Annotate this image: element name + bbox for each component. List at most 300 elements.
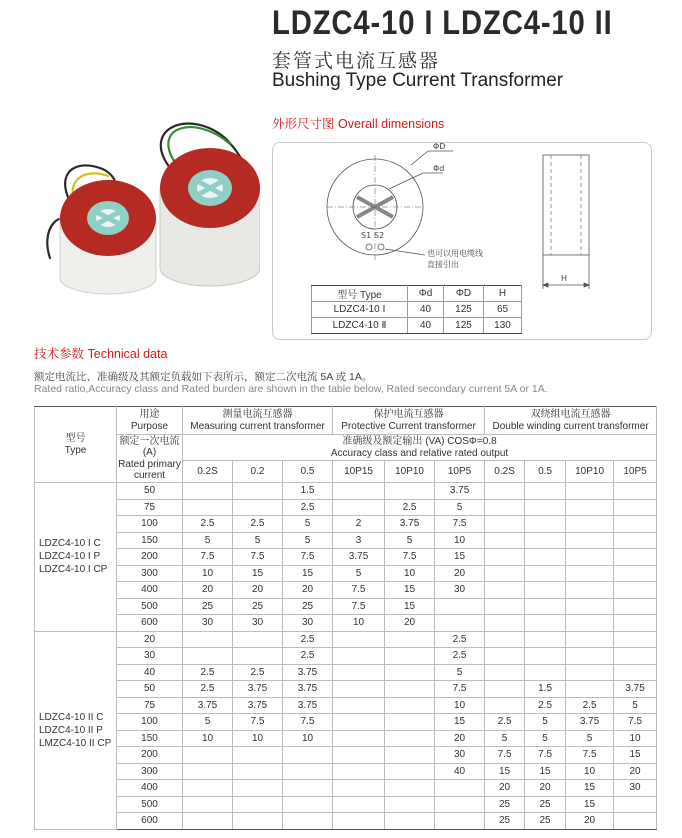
table-cell: 3.75 <box>435 483 485 500</box>
table-cell <box>614 631 657 648</box>
table-cell: 15 <box>525 763 566 780</box>
table-cell <box>566 664 614 681</box>
table-cell: 7.5 <box>525 747 566 764</box>
technical-description-cn: 额定电流比、准确级及其额定负载如下表所示，额定二次电流 5A 或 1A。 <box>34 371 373 383</box>
table-cell <box>233 631 283 648</box>
table-cell: 3.75 <box>614 681 657 698</box>
table-cell: 125 <box>444 318 484 334</box>
page-subtitle-cn: 套管式电流互感器 <box>272 51 441 72</box>
phi-d-outer-label: ΦD <box>433 143 446 151</box>
table-cell: 7.5 <box>566 747 614 764</box>
rated-current-cell: 75 <box>117 697 183 714</box>
phi-d-inner-label: Φd <box>433 164 445 173</box>
table-cell: 2 <box>333 516 385 533</box>
table-cell: 15 <box>435 714 485 731</box>
table-cell <box>614 598 657 615</box>
table-row <box>35 648 657 665</box>
dimensions-table-row <box>312 318 522 334</box>
table-cell <box>485 648 525 665</box>
rated-current-cell: 100 <box>117 516 183 533</box>
cable-note-line1: 也可以用电缆线 <box>427 249 483 258</box>
table-cell <box>485 483 525 500</box>
table-cell <box>485 582 525 599</box>
table-cell <box>435 780 485 797</box>
table-cell: 10 <box>183 730 233 747</box>
accuracy-header-en: Accuracy class and relative rated output <box>330 447 509 459</box>
table-cell <box>485 681 525 698</box>
table-cell <box>525 549 566 566</box>
rated-current-cell: 200 <box>117 549 183 566</box>
dimensions-col-phi-D: ΦD <box>444 286 484 302</box>
table-cell: 5 <box>385 532 435 549</box>
accuracy-col: 10P10 <box>385 461 435 483</box>
table-row <box>35 483 657 500</box>
table-cell <box>566 615 614 632</box>
table-row <box>35 697 657 714</box>
table-cell: 20 <box>183 582 233 599</box>
table-cell <box>566 483 614 500</box>
table-cell: 15 <box>283 565 333 582</box>
table-cell <box>183 813 233 830</box>
table-cell <box>566 681 614 698</box>
table-cell: 30 <box>183 615 233 632</box>
table-cell: 2.5 <box>566 697 614 714</box>
page-title: LDZC4-10 I LDZC4-10 II <box>272 4 613 42</box>
table-cell: 7.5 <box>333 598 385 615</box>
table-cell: 3.75 <box>566 714 614 731</box>
dimensions-col-type: 型号 Type <box>312 286 408 302</box>
table-cell: 5 <box>233 532 283 549</box>
table-cell: 7.5 <box>283 549 333 566</box>
table-cell: 3.75 <box>233 681 283 698</box>
table-cell <box>283 796 333 813</box>
table-cell <box>283 747 333 764</box>
protective-header-cn: 保护电流互感器 <box>373 409 444 420</box>
type-header-cn: 型号 <box>65 433 86 444</box>
purpose-header <box>117 407 183 435</box>
table-row <box>35 796 657 813</box>
table-cell <box>614 615 657 632</box>
table-cell: 2.5 <box>283 648 333 665</box>
table-cell <box>233 648 283 665</box>
table-cell: 5 <box>283 516 333 533</box>
table-row <box>35 615 657 632</box>
table-cell <box>614 532 657 549</box>
table-cell <box>525 664 566 681</box>
rated-current-cell: 400 <box>117 582 183 599</box>
type-header-en: Type <box>64 444 87 456</box>
table-cell <box>614 499 657 516</box>
dimensions-table-row <box>312 302 522 318</box>
table-cell: 25 <box>525 796 566 813</box>
table-cell: 65 <box>484 302 522 318</box>
table-cell <box>385 483 435 500</box>
table-cell: 40 <box>435 763 485 780</box>
rated-current-cell: 500 <box>117 796 183 813</box>
table-cell <box>485 615 525 632</box>
table-cell: 30 <box>233 615 283 632</box>
cable-note-line2: 直接引出 <box>427 260 459 269</box>
table-cell: 20 <box>435 565 485 582</box>
table-row <box>35 664 657 681</box>
table-cell: 15 <box>385 598 435 615</box>
table-cell: 20 <box>435 730 485 747</box>
table-cell: 7.5 <box>233 549 283 566</box>
table-cell: 3.75 <box>283 697 333 714</box>
model-cell <box>35 631 117 829</box>
dimensions-table <box>311 285 522 334</box>
rated-current-header-cn: 额定一次电流 <box>119 435 180 447</box>
table-cell <box>566 582 614 599</box>
table-cell: 10 <box>183 565 233 582</box>
table-cell <box>233 780 283 797</box>
rated-current-header-en: Rated primary current <box>118 458 181 481</box>
table-cell <box>566 499 614 516</box>
table-cell: 5 <box>525 714 566 731</box>
measuring-header-en: Measuring current transformer <box>190 420 325 432</box>
table-cell <box>525 532 566 549</box>
table-row <box>35 499 657 516</box>
table-cell: 7.5 <box>233 714 283 731</box>
table-cell: 15 <box>566 796 614 813</box>
accuracy-col: 10P15 <box>333 461 385 483</box>
rated-current-cell: 150 <box>117 730 183 747</box>
table-cell: 15 <box>614 747 657 764</box>
table-cell: 5 <box>183 532 233 549</box>
table-cell: 2.5 <box>233 664 283 681</box>
table-cell <box>183 483 233 500</box>
table-cell <box>233 796 283 813</box>
table-cell <box>566 598 614 615</box>
table-cell: 20 <box>566 813 614 830</box>
table-cell <box>566 648 614 665</box>
table-cell: 5 <box>566 730 614 747</box>
table-cell: 10 <box>566 763 614 780</box>
table-cell: 5 <box>614 697 657 714</box>
table-cell: 15 <box>233 565 283 582</box>
accuracy-col: 0.5 <box>525 461 566 483</box>
table-cell <box>385 796 435 813</box>
accuracy-col: 0.5 <box>283 461 333 483</box>
table-row <box>35 714 657 731</box>
accuracy-col: 10P5 <box>435 461 485 483</box>
table-row <box>35 763 657 780</box>
table-cell <box>385 763 435 780</box>
model-name: LDZC4-10 I C <box>39 538 101 550</box>
table-cell <box>333 664 385 681</box>
product-photo <box>20 108 260 308</box>
table-cell: 7.5 <box>435 681 485 698</box>
rated-current-cell: 50 <box>117 483 183 500</box>
table-cell <box>283 763 333 780</box>
table-cell: 30 <box>283 615 333 632</box>
rated-current-cell: 500 <box>117 598 183 615</box>
table-cell <box>385 681 435 698</box>
dimensions-col-h: H <box>484 286 522 302</box>
page-subtitle-en: Bushing Type Current Transformer <box>272 70 564 91</box>
table-cell: 30 <box>614 780 657 797</box>
accuracy-col: 0.2S <box>183 461 233 483</box>
table-cell: 3.75 <box>333 549 385 566</box>
table-cell: 130 <box>484 318 522 334</box>
table-cell <box>525 648 566 665</box>
table-header-row <box>35 435 657 461</box>
table-cell: 25 <box>233 598 283 615</box>
table-cell: 25 <box>485 796 525 813</box>
rated-current-cell: 600 <box>117 615 183 632</box>
table-cell <box>485 532 525 549</box>
table-cell <box>566 631 614 648</box>
table-row <box>35 681 657 698</box>
table-cell: 5 <box>183 714 233 731</box>
rated-current-cell: 75 <box>117 499 183 516</box>
table-cell <box>485 516 525 533</box>
table-cell: 10 <box>435 532 485 549</box>
rated-current-header <box>117 435 183 483</box>
table-cell: 3.75 <box>283 681 333 698</box>
table-cell: 7.5 <box>435 516 485 533</box>
height-label: H <box>561 274 568 283</box>
measuring-header-cn: 测量电流互感器 <box>222 409 293 420</box>
table-cell: 2.5 <box>183 681 233 698</box>
table-cell <box>525 499 566 516</box>
table-cell <box>333 780 385 797</box>
technical-heading <box>34 344 167 362</box>
table-cell: 7.5 <box>283 714 333 731</box>
table-cell <box>435 796 485 813</box>
protective-header <box>333 407 485 435</box>
table-cell <box>614 796 657 813</box>
table-cell <box>525 483 566 500</box>
table-row <box>35 747 657 764</box>
rated-current-cell: 40 <box>117 664 183 681</box>
table-cell <box>183 631 233 648</box>
table-cell <box>333 483 385 500</box>
table-cell <box>614 648 657 665</box>
table-row <box>35 813 657 830</box>
table-cell <box>333 648 385 665</box>
model-name: LMZC4-10 II CP <box>39 737 112 749</box>
table-row <box>35 598 657 615</box>
table-cell: 5 <box>435 664 485 681</box>
table-cell: 5 <box>485 730 525 747</box>
table-cell <box>333 681 385 698</box>
model-name: LDZC4-10 II P <box>39 724 103 736</box>
rated-current-cell: 20 <box>117 631 183 648</box>
table-cell: 3.75 <box>283 664 333 681</box>
technical-heading-en: Technical data <box>87 347 168 361</box>
table-cell: 2.5 <box>283 499 333 516</box>
table-cell <box>385 648 435 665</box>
dimensions-table-header <box>312 286 522 302</box>
dimension-drawing-panel <box>272 142 652 340</box>
table-row <box>35 582 657 599</box>
table-cell <box>333 747 385 764</box>
table-cell: 25 <box>485 813 525 830</box>
rated-current-cell: 100 <box>117 714 183 731</box>
table-cell <box>525 615 566 632</box>
table-cell <box>183 763 233 780</box>
table-cell: 125 <box>444 302 484 318</box>
table-cell <box>525 598 566 615</box>
table-cell <box>485 664 525 681</box>
accuracy-col: 10P10 <box>566 461 614 483</box>
table-cell: 7.5 <box>385 549 435 566</box>
table-cell: 20 <box>233 582 283 599</box>
table-cell <box>525 631 566 648</box>
terminal-s2-label: S2 <box>374 231 385 240</box>
table-cell: LDZC4-10 Ⅰ <box>312 302 408 318</box>
table-cell <box>435 813 485 830</box>
table-cell <box>333 714 385 731</box>
table-row <box>35 532 657 549</box>
table-cell <box>183 747 233 764</box>
table-cell: 20 <box>614 763 657 780</box>
rated-current-cell: 300 <box>117 565 183 582</box>
table-cell <box>566 565 614 582</box>
table-cell: 10 <box>614 730 657 747</box>
table-cell <box>525 582 566 599</box>
rated-current-header-unit: (A) <box>142 447 157 458</box>
table-cell <box>525 565 566 582</box>
table-cell: 20 <box>485 780 525 797</box>
table-cell: 2.5 <box>525 697 566 714</box>
model-name: LDZC4-10 II C <box>39 711 104 723</box>
table-row <box>35 516 657 533</box>
table-cell <box>333 499 385 516</box>
table-cell <box>485 598 525 615</box>
table-cell <box>614 483 657 500</box>
table-cell <box>233 499 283 516</box>
rated-current-cell: 600 <box>117 813 183 830</box>
dimensions-heading <box>272 114 444 132</box>
table-cell: 40 <box>408 318 444 334</box>
table-cell <box>183 499 233 516</box>
table-cell: 25 <box>283 598 333 615</box>
table-cell: 3.75 <box>233 697 283 714</box>
table-row <box>35 549 657 566</box>
table-cell: 2.5 <box>233 516 283 533</box>
table-cell <box>385 631 435 648</box>
table-cell: 10 <box>233 730 283 747</box>
table-cell <box>333 763 385 780</box>
rated-current-cell: 300 <box>117 763 183 780</box>
measuring-header <box>183 407 333 435</box>
dimensions-heading-en: Overall dimensions <box>338 117 445 131</box>
table-cell: 2.5 <box>435 631 485 648</box>
table-cell: 2.5 <box>183 516 233 533</box>
dimensions-col-phi-d: Φd <box>408 286 444 302</box>
table-cell <box>566 549 614 566</box>
table-cell <box>333 730 385 747</box>
table-cell: 7.5 <box>333 582 385 599</box>
table-cell: 3.75 <box>385 516 435 533</box>
table-cell: 10 <box>283 730 333 747</box>
table-cell <box>566 532 614 549</box>
purpose-header-cn: 用途 <box>139 409 160 420</box>
small-transformer <box>60 180 156 294</box>
large-transformer <box>160 148 260 286</box>
table-cell <box>333 697 385 714</box>
table-cell <box>485 565 525 582</box>
table-cell: LDZC4-10 Ⅱ <box>312 318 408 334</box>
table-cell: 2.5 <box>435 648 485 665</box>
table-cell <box>385 780 435 797</box>
table-cell: 5 <box>333 565 385 582</box>
double-winding-header <box>485 407 657 435</box>
table-row <box>35 730 657 747</box>
table-cell: 7.5 <box>183 549 233 566</box>
table-cell <box>485 499 525 516</box>
table-cell <box>283 813 333 830</box>
table-cell <box>385 813 435 830</box>
table-cell: 15 <box>485 763 525 780</box>
table-cell: 20 <box>525 780 566 797</box>
table-cell <box>614 549 657 566</box>
accuracy-col: 0.2 <box>233 461 283 483</box>
table-cell <box>385 714 435 731</box>
table-cell: 5 <box>435 499 485 516</box>
table-cell <box>485 631 525 648</box>
model-name: LDZC4-10 I CP <box>39 564 108 576</box>
table-cell: 2.5 <box>385 499 435 516</box>
accuracy-col: 10P5 <box>614 461 657 483</box>
table-cell <box>614 582 657 599</box>
table-cell <box>435 598 485 615</box>
table-cell: 10 <box>385 565 435 582</box>
table-cell: 3.75 <box>183 697 233 714</box>
technical-heading-cn: 技术参数 <box>34 347 85 361</box>
table-header-row <box>35 407 657 435</box>
table-cell <box>183 648 233 665</box>
accuracy-header-cn: 准确级及额定输出 (VA) COSΦ=0.8 <box>342 436 497 447</box>
table-cell: 30 <box>435 747 485 764</box>
table-cell: 20 <box>283 582 333 599</box>
table-cell <box>485 697 525 714</box>
table-cell: 2.5 <box>485 714 525 731</box>
model-name: LDZC4-10 I P <box>39 551 101 563</box>
table-cell <box>485 549 525 566</box>
table-cell: 25 <box>525 813 566 830</box>
table-cell <box>385 697 435 714</box>
double-winding-header-en: Double winding current transformer <box>492 420 649 432</box>
table-cell: 15 <box>566 780 614 797</box>
table-row <box>35 631 657 648</box>
table-cell <box>233 483 283 500</box>
table-cell <box>333 813 385 830</box>
table-cell <box>283 780 333 797</box>
rated-current-cell: 150 <box>117 532 183 549</box>
table-cell: 25 <box>183 598 233 615</box>
table-cell <box>333 631 385 648</box>
rated-current-cell: 30 <box>117 648 183 665</box>
model-cell <box>35 483 117 632</box>
table-cell: 5 <box>525 730 566 747</box>
rated-current-cell: 200 <box>117 747 183 764</box>
technical-data-table <box>34 406 657 830</box>
table-row <box>35 780 657 797</box>
dimensions-heading-cn: 外形尺寸图 <box>272 117 335 131</box>
purpose-header-en: Purpose <box>130 420 169 432</box>
accuracy-col: 0.2S <box>485 461 525 483</box>
table-cell <box>385 664 435 681</box>
terminal-s1-label: S1 <box>361 231 372 240</box>
table-cell <box>566 516 614 533</box>
table-cell: 10 <box>435 697 485 714</box>
table-cell <box>614 565 657 582</box>
double-winding-header-cn: 双绕组电流互感器 <box>530 409 611 420</box>
table-cell <box>525 516 566 533</box>
